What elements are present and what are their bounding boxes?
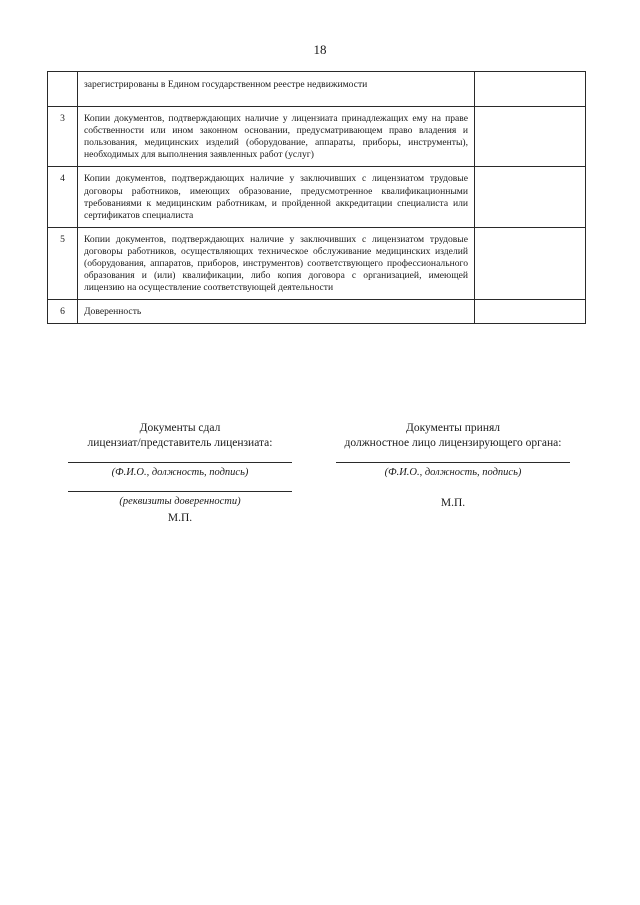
submitter-signature-line (68, 462, 292, 463)
receiver-signature-caption: (Ф.И.О., должность, подпись) (384, 467, 522, 478)
row-description: зарегистрированы в Едином государственном реестре недвижимости (78, 72, 475, 107)
receiver-signature-line (336, 462, 570, 463)
row-description: Доверенность (78, 300, 475, 324)
row-number: 5 (48, 227, 78, 299)
table-row (48, 227, 586, 299)
row-blank-cell (475, 72, 586, 107)
receiver-heading: Документы принял (405, 422, 501, 434)
submitter-signature-block (62, 421, 298, 526)
row-description: Копии документов, подтверждающих наличие у лицензиата принадлежащих ему на праве собственности или ином законном основании, предусматривающем право владения и пользования, медицинских изделий (оборудование, аппараты, приборы, инструменты), необходимых для выполнения заявленных работ (услуг) (78, 107, 475, 167)
row-number (48, 72, 78, 107)
submitter-stamp-label: М.П. (167, 512, 193, 524)
receiver-stamp-label: М.П. (440, 497, 466, 509)
row-blank-cell (475, 300, 586, 324)
row-number: 3 (48, 107, 78, 167)
receiver-signature-block (330, 421, 576, 511)
submitter-heading: Документы сдал (139, 422, 221, 434)
documents-table (47, 71, 586, 324)
table-row (48, 107, 586, 167)
page-number: 18 (313, 42, 327, 57)
power-of-attorney-caption: (реквизиты доверенности) (119, 496, 241, 507)
row-description: Копии документов, подтверждающих наличие у заключивших с лицензиатом трудовые договоры работников, имеющих образование, предусмотренное квалификационными требованиями к медицинским работникам, и пройденной аккредитации специалиста или сертификатов специалиста (78, 167, 475, 227)
receiver-subheading: должностное лицо лицензирующего органа: (344, 437, 562, 449)
row-blank-cell (475, 227, 586, 299)
table-row (48, 300, 586, 324)
row-blank-cell (475, 167, 586, 227)
row-description: Копии документов, подтверждающих наличие у заключивших с лицензиатом трудовые договоры работников, осуществляющих техническое обслуживание медицинских изделий (оборудования, аппаратов, приборов, инструментов) соответствующего профессионального образования и (или) квалификации, либо копия договора с организацией, имеющей лицензию на осуществление соответствующей деятельности (78, 227, 475, 299)
row-blank-cell (475, 107, 586, 167)
table-row (48, 167, 586, 227)
table-row (48, 72, 586, 107)
submitter-signature-caption: (Ф.И.О., должность, подпись) (111, 467, 249, 478)
row-number: 4 (48, 167, 78, 227)
row-number: 6 (48, 300, 78, 324)
submitter-subheading: лицензиат/представитель лицензиата: (87, 437, 273, 449)
power-of-attorney-line (68, 491, 292, 492)
